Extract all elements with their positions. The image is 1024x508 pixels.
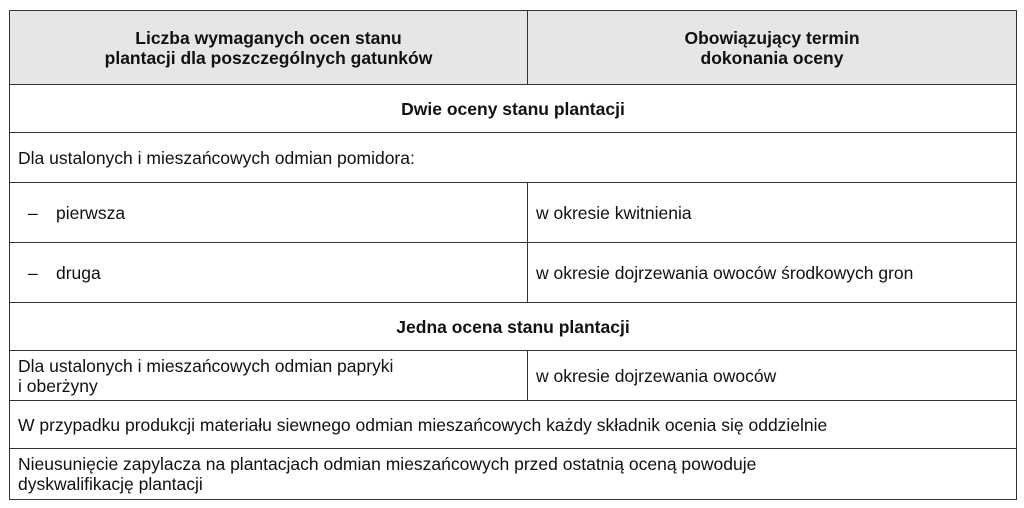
assessment-table — [9, 10, 1017, 500]
header-cell-count — [10, 11, 528, 85]
note-line2: dyskwalifikację plantacji — [18, 474, 203, 494]
table-row — [10, 243, 1017, 303]
note-line1: Nieusunięcie zapylacza na plantacjach odmian mieszańcowych przed ostatnią oceną powoduje — [18, 454, 757, 474]
header-row — [10, 11, 1017, 85]
section-row-one-assessment — [10, 303, 1017, 351]
label-text: pierwsza — [56, 202, 126, 223]
note-seed-production: W przypadku produkcji materiału siewnego odmian mieszańcowych każdy składnik ocenia się oddzielnie — [10, 401, 1017, 449]
header-count-line1: Liczba wymaganych ocen stanu — [135, 27, 402, 48]
table-row — [10, 183, 1017, 243]
row-label-pepper — [10, 351, 528, 401]
label-line2: i oberżyny — [18, 375, 98, 396]
row-label-first — [10, 183, 528, 243]
section-row-two-assessments — [10, 85, 1017, 133]
intro-row-tomato — [10, 133, 1017, 183]
row-label-second — [10, 243, 528, 303]
dash-marker: – — [28, 262, 38, 283]
section-title-one-assessment: Jedna ocena stanu plantacji — [10, 303, 1017, 351]
row-term-first: w okresie kwitnienia — [528, 183, 1017, 243]
label-text: druga — [56, 262, 101, 283]
row-term-second: w okresie dojrzewania owoców środkowych gron — [528, 243, 1017, 303]
table-row — [10, 351, 1017, 401]
label-line1: Dla ustalonych i mieszańcowych odmian papryki — [18, 355, 394, 376]
header-count-line2: plantacji dla poszczególnych gatunków — [104, 47, 433, 68]
intro-text-tomato: Dla ustalonych i mieszańcowych odmian pomidora: — [10, 133, 1017, 183]
header-term-line2: dokonania oceny — [700, 47, 844, 68]
header-cell-term — [528, 11, 1017, 85]
row-term-pepper: w okresie dojrzewania owoców — [528, 351, 1017, 401]
note-row — [10, 401, 1017, 449]
note-row — [10, 449, 1017, 500]
dash-marker: – — [28, 202, 38, 223]
note-pollinator — [10, 449, 1017, 500]
header-term-line1: Obowiązujący termin — [684, 27, 860, 48]
section-title-two-assessments: Dwie oceny stanu plantacji — [10, 85, 1017, 133]
